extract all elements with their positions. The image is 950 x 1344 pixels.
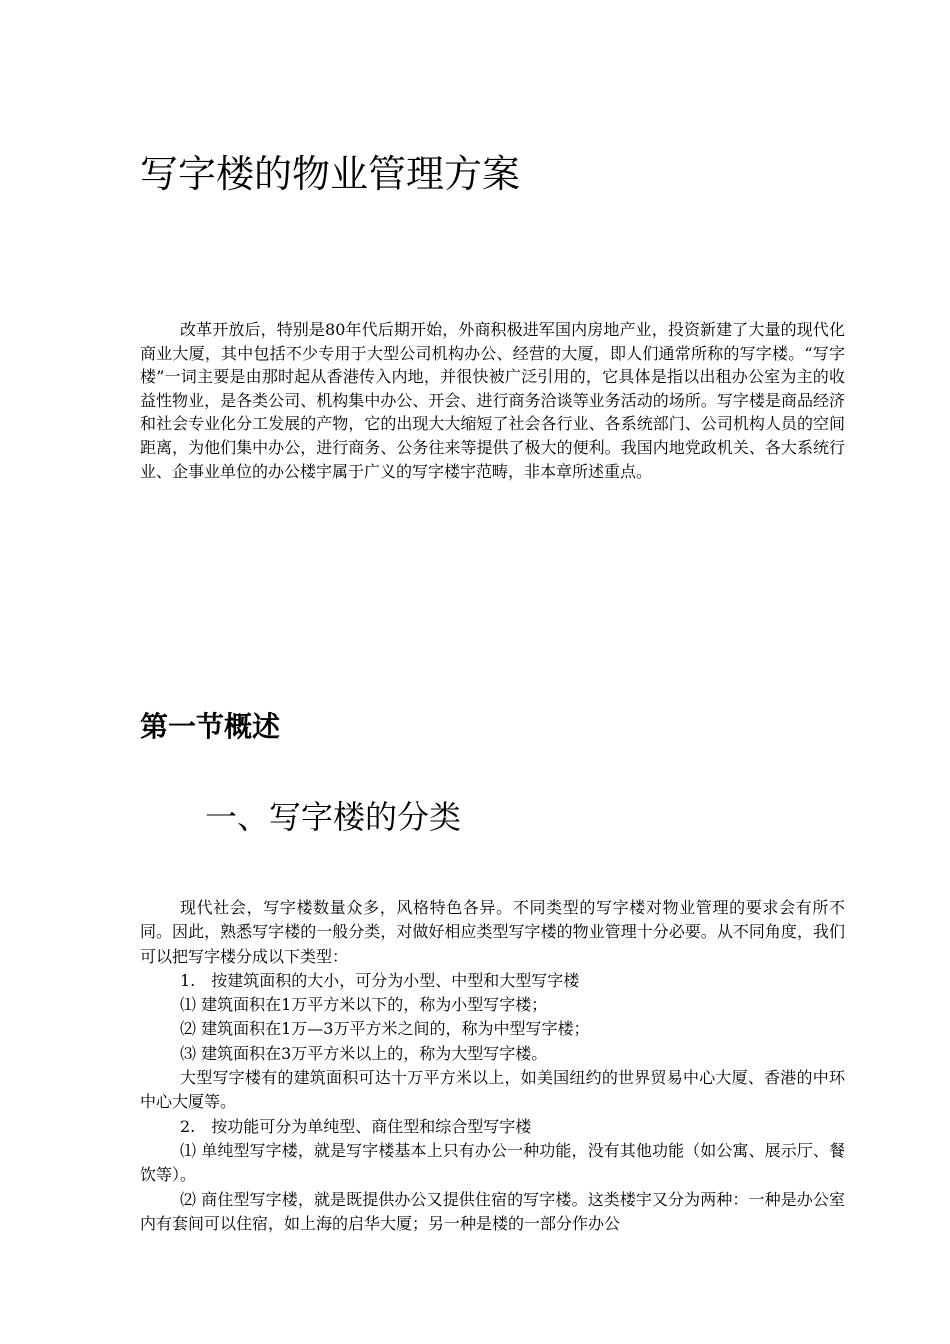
list-subitem: ⑵ 商住型写字楼，就是既提供办公又提供住宿的写字楼。这类楼宇又分为两种：一种是办公室内有套间可以住宿，如上海的启华大厦；另一种是楼的一部分作办公: [140, 1189, 845, 1233]
body-text: [140, 896, 845, 1236]
list-item-heading: 2. 按功能可分为单纯型、商住型和综合型写字楼: [180, 1116, 532, 1136]
section-heading: 第一节概述: [140, 710, 281, 743]
intro-paragraph: 改革开放后，特别是80年代后期开始，外商积极进军国内房地产业，投资新建了大量的现代化商业大厦，其中包括不少专用于大型公司机构办公、经营的大厦，即人们通常所称的写字楼。“写字楼”一词主要是由那时起从香港传入内地，并很快被广泛引用的，它具体是指以出租办公室为主的收益性物业，是各类公司、机构集中办公、开会、进行商务洽谈等业务活动的场所。写字楼是商品经济和社会专业化分工发展的产物，它的出现大大缩短了社会各行业、各系统部门、公司机构人员的空间距离，为他们集中办公，进行商务、公务往来等提供了极大的便利。我国内地党政机关、各大系统行业、企事业单位的办公楼宇属于广义的写字楼宇范畴，非本章所述重点。: [140, 320, 845, 481]
document-title: 写字楼的物业管理方案: [140, 152, 521, 196]
body-paragraph: 现代社会，写字楼数量众多，风格特色各异。不同类型的写字楼对物业管理的要求会有所不同。因此，熟悉写字楼的一般分类，对做好相应类型写字楼的物业管理十分必要。从不同角度，我们可以把写字楼分成以下类型：: [140, 898, 845, 966]
list-subitem: ⑶ 建筑面积在3万平方米以上的，称为大型写字楼。: [180, 1043, 548, 1063]
body-paragraph: 大型写字楼有的建筑面积可达十万平方米以上，如美国纽约的世界贸易中心大厦、香港的中环中心大厦等。: [140, 1068, 845, 1112]
list-subitem: ⑴ 建筑面积在1万平方米以下的，称为小型写字楼；: [180, 995, 548, 1015]
list-subitem: ⑴ 单纯型写字楼，就是写字楼基本上只有办公一种功能，没有其他功能（如公寓、展示厅、餐饮等）。: [140, 1140, 845, 1185]
subsection-heading: 一、写字楼的分类: [205, 798, 462, 836]
list-item-heading: 1. 按建筑面积的大小，可分为小型、中型和大型写字楼: [180, 970, 580, 990]
list-subitem: ⑵ 建筑面积在1万—3万平方米之间的，称为中型写字楼；: [180, 1019, 590, 1039]
